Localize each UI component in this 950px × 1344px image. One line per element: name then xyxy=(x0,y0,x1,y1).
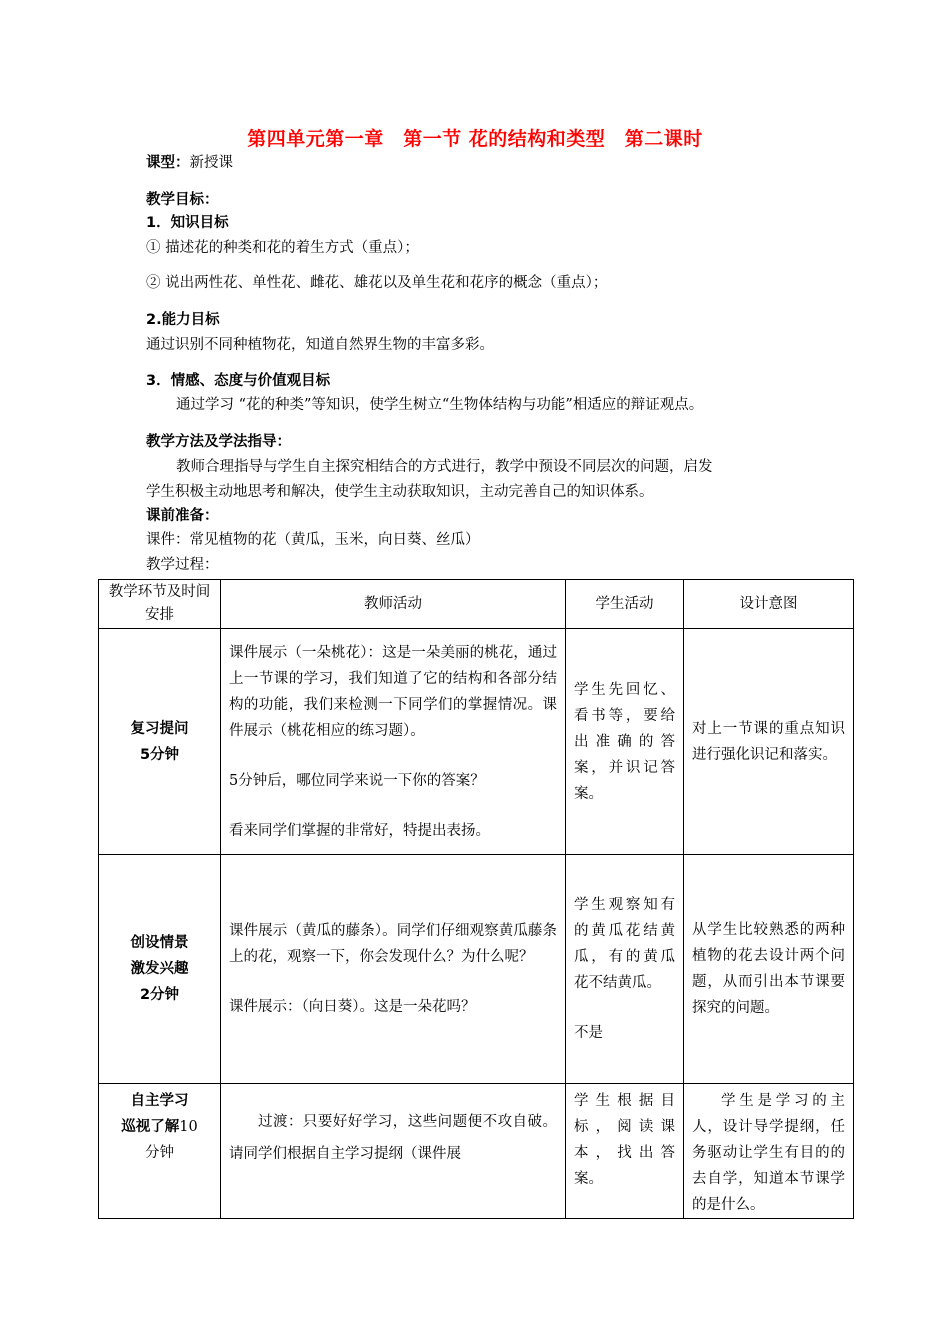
table-row xyxy=(99,855,854,1084)
teacher-text: 看来同学们掌握的非常好，特提出表扬。 xyxy=(229,822,490,839)
method-line-1: 教师合理指导与学生自主探究相结合的方式进行，教学中预设不同层次的问题，启发 xyxy=(176,459,713,475)
course-type-value: 新授课 xyxy=(189,155,233,171)
stage-name: 巡视了解 xyxy=(121,1119,180,1135)
process-heading: 教学过程： xyxy=(146,557,219,573)
teacher-text: 过渡：只要好好学习，这些问题便不攻自破。请同学们根据自主学习提纲（课件展 xyxy=(229,1114,557,1162)
teacher-cell xyxy=(221,629,566,855)
student-cell xyxy=(566,855,684,1084)
student-text: 学生根据目标，阅读课本，找出答案。 xyxy=(574,1093,675,1187)
knowledge-item-2: ② 说出两性花、单性花、雌花、雄花以及单生花和花序的概念（重点）； xyxy=(146,275,608,291)
teacher-text: 课件展示（黄瓜的藤条）。同学们仔细观察黄瓜藤条上的花，观察一下，你会发现什么？为什么呢？ xyxy=(229,923,557,965)
document-title: 第四单元第一章 第一节 花的结构和类型 第二课时 xyxy=(247,128,703,150)
stage-name: 自主学习 xyxy=(130,1093,189,1109)
table-row xyxy=(99,629,854,855)
student-text: 学生先回忆、看书等，要给出准确的答案，并识记答案。 xyxy=(574,681,675,802)
header-intent: 设计意图 xyxy=(684,580,854,629)
course-type xyxy=(146,153,233,173)
intent-text: 从学生比较熟悉的两种植物的花去设计两个问题，从而引出本节课要探究的问题。 xyxy=(692,922,845,1016)
stage-time: 2分钟 xyxy=(139,987,180,1003)
student-text: 学生观察知有的黄瓜花结黄瓜，有的黄瓜花不结黄瓜。 xyxy=(574,897,675,991)
teacher-cell xyxy=(221,855,566,1084)
emotion-heading: 3．情感、态度与价值观目标 xyxy=(146,373,331,389)
stage-cell xyxy=(99,629,221,855)
knowledge-item-1: ① 描述花的种类和花的着生方式（重点）； xyxy=(146,240,419,256)
stage-name-line-2 xyxy=(107,1114,212,1140)
knowledge-heading: 1．知识目标 xyxy=(146,215,229,231)
intent-text: 学生是学习的主人，设计导学提纲，任务驱动让学生有目的的去自学，知道本节课学的是什么。 xyxy=(692,1093,845,1213)
stage-cell xyxy=(99,1084,221,1219)
method-line-2: 学生积极主动地思考和解决，使学生主动获取知识，主动完善自己的知识体系。 xyxy=(146,484,654,500)
ability-text: 通过识别不同种植物花，知道自然界生物的丰富多彩。 xyxy=(146,337,494,353)
teacher-text: 课件展示（一朵桃花）：这是一朵美丽的桃花，通过上一节课的学习，我们知道了它的结构和各部分结构的功能，我们来检测一下同学们的掌握情况。课件展示（桃花相应的练习题）。 xyxy=(229,644,557,739)
stage-time-unit: 分钟 xyxy=(145,1145,174,1161)
stage-time-number: 10 xyxy=(179,1119,198,1135)
stage-name: 激发兴趣 xyxy=(130,961,189,977)
teacher-cell xyxy=(221,1084,566,1219)
student-cell xyxy=(566,1084,684,1219)
stage-time: 5分钟 xyxy=(139,746,180,763)
student-cell xyxy=(566,629,684,855)
table-row xyxy=(99,1084,854,1219)
method-heading: 教学方法及学法指导： xyxy=(146,434,291,450)
teacher-text: 课件展示：（向日葵）。这是一朵花吗？ xyxy=(229,999,476,1015)
intent-cell xyxy=(684,629,854,855)
header-student: 学生活动 xyxy=(566,580,684,629)
objectives-heading: 教学目标： xyxy=(146,192,219,208)
header-teacher: 教师活动 xyxy=(221,580,566,629)
stage-name: 创设情景 xyxy=(130,935,189,951)
intent-cell xyxy=(684,1084,854,1219)
course-type-label: 课型： xyxy=(146,155,190,171)
table-header-row xyxy=(99,580,854,629)
teacher-text: 5分钟后，哪位同学来说一下你的答案？ xyxy=(229,772,485,789)
prep-heading: 课前准备： xyxy=(146,508,219,524)
intent-text: 对上一节课的重点知识进行强化识记和落实。 xyxy=(692,720,845,763)
header-stage: 教学环节及时间安排 xyxy=(99,580,221,629)
stage-name: 复习提问 xyxy=(130,720,189,737)
intent-cell xyxy=(684,855,854,1084)
student-text: 不是 xyxy=(574,1025,603,1041)
stage-cell xyxy=(99,855,221,1084)
teaching-process-table xyxy=(98,579,854,1219)
prep-text: 课件：常见植物的花（黄瓜，玉米，向日葵、丝瓜） xyxy=(146,532,480,548)
ability-heading: 2.能力目标 xyxy=(146,312,220,328)
emotion-text: 通过学习 “花的种类”等知识，使学生树立“生物体结构与功能”相适应的辩证观点。 xyxy=(176,397,704,413)
